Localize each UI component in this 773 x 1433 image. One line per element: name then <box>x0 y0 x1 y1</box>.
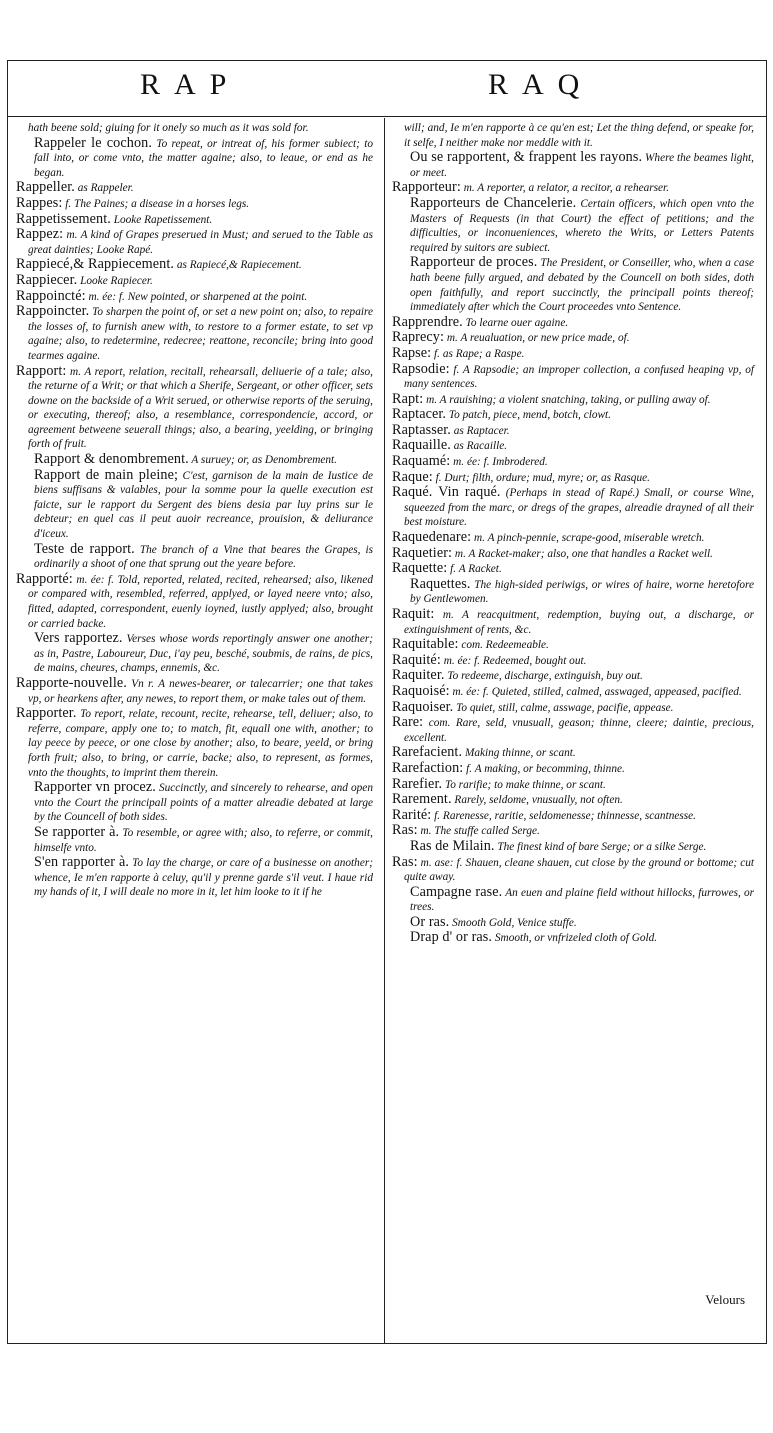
entry-headword: Rarité: <box>392 806 432 823</box>
entry-headword: Rarement. <box>392 791 452 808</box>
entry-definition: To report, relate, recount, recite, rehearse, tell, deliuer; also, to referre, compare, apply one to; to match, fit, equall one with, another; to lay peece by peece, or one close by another; also, to beare, yeeld, or bring forth fruit; also, to bring, or carrie, backe; also, to represent, as formes, vnto the thoughts, to imprint them therein. <box>28 708 373 779</box>
dictionary-entry <box>16 120 373 136</box>
entry-headword: Rappiecé,& Rappiecement. <box>16 256 175 273</box>
entry-definition: f. A making, or becomming, thinne. <box>463 762 625 775</box>
entry-headword: Se rapporter à. <box>34 823 120 840</box>
entry-definition: Smooth, or vnfrizeled cloth of Gold. <box>492 932 658 945</box>
entry-definition: f. Rarenesse, raritie, seldomenesse; thinnesse, scantnesse. <box>431 809 697 822</box>
dictionary-entry <box>392 315 754 331</box>
dictionary-entry <box>16 825 373 855</box>
entry-definition: as Raptacer. <box>450 424 510 437</box>
entry-headword: Vers rapportez. <box>34 630 123 647</box>
entry-definition: m. ée: f. Redeemed, bought out. <box>440 654 587 667</box>
entry-headword: Rarefaction: <box>392 759 464 776</box>
dictionary-entry <box>16 364 373 453</box>
entry-definition: Certain officers, which open vnto the Masters of Requests (in that Court) the effect of petitions; and the difficulties, or inconueniences, whereto the Writs, or Letters Patents required by suitors are subiect. <box>410 197 754 254</box>
dictionary-entry <box>16 273 373 289</box>
entry-headword: Ras: <box>392 822 418 839</box>
entry-definition: Rarely, seldome, vnusually, not often. <box>451 794 623 807</box>
entry-definition: as Racaille. <box>450 440 508 453</box>
entry-definition: Making thinne, or scant. <box>462 747 576 760</box>
dictionary-entry <box>392 470 754 486</box>
entry-definition: f. A Racket. <box>447 563 502 576</box>
entry-headword: Raquettes. <box>410 575 471 592</box>
dictionary-entry <box>392 823 754 839</box>
entry-definition: Looke Rapetissement. <box>110 213 213 226</box>
entry-headword: Raptacer. <box>392 406 447 423</box>
dictionary-entry <box>16 706 373 780</box>
entry-headword: Campagne rase. <box>410 883 503 900</box>
entry-headword: Raque: <box>392 468 433 485</box>
dictionary-entry <box>392 392 754 408</box>
dictionary-entry <box>392 485 754 530</box>
dictionary-entry <box>16 257 373 273</box>
entry-headword: Rapporteurs de Chancelerie. <box>410 194 577 211</box>
dictionary-entry <box>392 885 754 915</box>
entry-headword: Raquiter. <box>392 667 445 684</box>
entry-definition: hath beene sold; giuing for it onely so much as it was sold for. <box>28 122 309 134</box>
entry-headword: Rapport: <box>16 362 67 379</box>
dictionary-entry <box>392 150 754 180</box>
entry-definition: To redeeme, discharge, extinguish, buy out. <box>444 670 643 683</box>
entry-definition: m. A reualuation, or new price made, of. <box>444 332 630 345</box>
entry-headword: Rapt: <box>392 390 424 407</box>
dictionary-entry <box>392 546 754 562</box>
dictionary-entry <box>16 136 373 181</box>
dictionary-entry <box>392 346 754 362</box>
entry-definition: To resemble, or agree with; also, to referre, or commit, himselfe vnto. <box>34 826 373 854</box>
entry-headword: Raquitable: <box>392 636 459 653</box>
entry-headword: Raquoiser. <box>392 698 454 715</box>
entry-definition: as Rappeler. <box>74 182 134 195</box>
entry-headword: Or ras. <box>410 913 450 930</box>
dictionary-entry <box>392 715 754 745</box>
running-head-left: RAP <box>140 68 241 101</box>
dictionary-entry <box>392 777 754 793</box>
entry-headword: Raquette: <box>392 560 448 577</box>
entry-definition: Where the beames light, or meet. <box>410 152 754 179</box>
entry-headword: Ras de Milain. <box>410 837 495 854</box>
entry-definition: To sharpen the point of, or set a new point on; also, to repaire the losses of, to furnish anew with, to restore to a former estate, to set vp againe; also, to redetermine, redecree; reattone, reconcile; bring into good tearmes againe. <box>28 306 373 362</box>
dictionary-entry <box>16 631 373 676</box>
entry-definition: m. ée: f. Told, reported, related, recited, rehearsed; also, likened or compared with, resembled, referred, applyed, or layed neere vnto; also, fitted, adapted, correspondent, euenly ioyned, iustly applyed; also, brought or carried backe. <box>28 573 373 630</box>
dictionary-entry <box>16 542 373 572</box>
entry-definition: A suruey; or, as Denombrement. <box>188 454 337 467</box>
entry-headword: Rappiecer. <box>16 271 78 288</box>
dictionary-entry <box>16 212 373 228</box>
entry-headword: Rappez: <box>16 226 64 243</box>
dictionary-entry <box>392 607 754 637</box>
entry-definition: m. ée: f. New pointed, or sharpened at the point. <box>85 290 308 303</box>
dictionary-entry <box>392 792 754 808</box>
entry-definition: The branch of a Vine that beares the Grapes, is ordinarily a shoot of one that sprung out the yeare before. <box>34 543 374 571</box>
entry-headword: Raquamé: <box>392 453 451 470</box>
entry-headword: Rarefacient. <box>392 744 463 761</box>
dictionary-entry <box>392 745 754 761</box>
entry-headword: Raqué. Vin raqué. <box>392 484 501 501</box>
dictionary-entry <box>16 452 373 468</box>
dictionary-entry <box>16 572 373 631</box>
entry-headword: Drap d' or ras. <box>410 929 493 946</box>
entry-definition: m. A kind of Grapes preserued in Must; and serued to the Table as great dainties; Looke Rapé. <box>28 229 373 256</box>
dictionary-entry <box>392 454 754 470</box>
entry-headword: Raquedenare: <box>392 529 472 546</box>
entry-definition: f. Durt; filth, ordure; mud, myre; or, as Rasque. <box>432 471 650 484</box>
entry-definition: com. Rare, seld, vnusuall, geason; thinne, cleere; daintie, precious, excellent. <box>404 717 754 744</box>
entry-definition: Looke Rapiecer. <box>77 274 153 287</box>
entry-headword: Rapport de main pleine; <box>34 466 179 483</box>
entry-definition: m. ase: f. Shauen, cleane shauen, cut close by the ground or bottome; cut quite away. <box>404 856 754 884</box>
entry-headword: Rarefier. <box>392 775 443 792</box>
left-column <box>16 120 373 900</box>
dictionary-entry <box>392 684 754 700</box>
entry-headword: Ou se rapportent, & frappent les rayons. <box>410 149 643 166</box>
entry-definition: To quiet, still, calme, asswage, pacifie, appease. <box>453 701 674 714</box>
entry-headword: Rapprendre. <box>392 313 463 330</box>
entry-definition: m. A reporter, a relator, a recitor, a rehearser. <box>460 182 670 195</box>
entry-definition: The high-sided periwigs, or wires of haire, worne heretofore by Gentlewomen. <box>410 578 754 606</box>
entry-definition: (Perhaps in stead of Rapé.) Small, or course Wine, squeezed from the marc, or dregs of the grapes, alreadie drayned of all their best moisture. <box>404 487 754 529</box>
dictionary-entry <box>392 808 754 824</box>
entry-headword: Rapporteur de proces. <box>410 254 538 271</box>
dictionary-entry <box>392 561 754 577</box>
right-column <box>392 120 754 946</box>
entry-headword: Rapporté: <box>16 570 73 587</box>
entry-headword: Raquoisé: <box>392 682 450 699</box>
header-rule <box>7 116 767 117</box>
entry-definition: m. The stuffe called Serge. <box>417 825 540 838</box>
entry-headword: Rapporteur: <box>392 179 461 196</box>
dictionary-entry <box>392 530 754 546</box>
entry-definition: The finest kind of bare Serge; or a silke Serge. <box>494 840 707 853</box>
entry-definition: To learne ouer againe. <box>462 316 569 329</box>
dictionary-entry <box>392 700 754 716</box>
dictionary-entry <box>392 839 754 855</box>
entry-headword: Rapsodie: <box>392 360 450 377</box>
dictionary-entry <box>16 304 373 363</box>
entry-definition: To repeat, or intreat of, his former subiect; to fall into, or come vnto, the matter againe; also, to leaue, or end as he began. <box>34 137 373 179</box>
dictionary-entry <box>392 930 754 946</box>
entry-definition: m. A rauishing; a violent snatching, taking, or pulling away of. <box>423 393 711 406</box>
entry-headword: Rappetissement. <box>16 210 111 227</box>
dictionary-entry <box>16 780 373 825</box>
entry-headword: Raptasser. <box>392 421 451 438</box>
entry-headword: Rappes: <box>16 194 63 211</box>
entry-definition: will; and, Ie m'en rapporte à ce qu'en est; Let the thing defend, or speake for, it selfe, I neither make nor meddle with it. <box>404 122 754 149</box>
entry-definition: f. A Rapsodie; an improper collection, a confused heaping vp, of many sentences. <box>404 363 754 391</box>
dictionary-entry <box>392 362 754 392</box>
column-divider <box>384 118 385 1344</box>
dictionary-entry <box>392 637 754 653</box>
dictionary-entry <box>16 180 373 196</box>
dictionary-entry <box>392 423 754 439</box>
entry-definition: Verses whose words reportingly answer one another; as in, Pastre, Laboureur, Duc, i'ay peu, besché, soubmis, de rains, de pics, de mains, cheures, champs, ennemis, &c. <box>34 633 373 675</box>
entry-definition: com. Redeemeable. <box>458 639 549 652</box>
dictionary-entry <box>392 196 754 255</box>
entry-headword: Raquaille. <box>392 437 451 454</box>
dictionary-entry <box>16 289 373 305</box>
entry-definition: m. A Racket-maker; also, one that handles a Racket well. <box>452 547 714 560</box>
entry-headword: Rappoincter. <box>16 303 90 320</box>
entry-definition: as Rapiecé,& Rapiecement. <box>174 259 302 272</box>
entry-headword: Ras: <box>392 853 418 870</box>
entry-definition: m. ée: f. Quieted, stilled, calmed, asswaged, appeased, pacified. <box>449 685 742 698</box>
entry-headword: Raquetier: <box>392 544 453 561</box>
dictionary-entry <box>16 227 373 257</box>
entry-headword: Rapse: <box>392 344 432 361</box>
entry-definition: f. as Rape; a Raspe. <box>431 347 525 360</box>
entry-headword: Rappoincté: <box>16 287 86 304</box>
entry-definition: m. A report, relation, recitall, rehearsall, deliuerie of a tale; also, the returne of a Writ; or that which a Sherife, Sergeant, or other officer, sets downe on the backside of a Writ serued, or otherwise reports of the seruing, or executing, thereof; also, a resemblance, correspondencie, accord, or agreement betweene seuerall things; also, a bearing, yeelding, or bringing forth of fruit. <box>28 365 373 451</box>
dictionary-entry <box>392 761 754 777</box>
dictionary-entry <box>16 196 373 212</box>
entry-headword: Rappeller. <box>16 179 75 196</box>
dictionary-entry <box>392 180 754 196</box>
entry-definition: An euen and plaine field without hillocks, furrowes, or trees. <box>410 886 754 914</box>
entry-headword: Teste de rapport. <box>34 540 135 557</box>
entry-headword: Rapport & denombrement. <box>34 451 189 468</box>
entry-headword: Raquit: <box>392 606 435 622</box>
dictionary-entry <box>392 577 754 607</box>
entry-headword: Rapporte-nouvelle. <box>16 674 127 691</box>
entry-definition: To rarifie; to make thinne, or scant. <box>442 778 606 791</box>
dictionary-entry <box>392 330 754 346</box>
entry-headword: Raprecy: <box>392 329 445 346</box>
entry-definition: m. A pinch-pennie, scrape-good, miserable wretch. <box>471 532 705 545</box>
catchword: Velours <box>705 1292 745 1307</box>
entry-definition: The President, or Conseiller, who, when a case hath beene fully argued, and debated by the Councell on both sides, doth open faithfully, and report succinctly, the principall points thereof; immediately after which the Court proceedes vnto Sentence. <box>410 257 754 314</box>
dictionary-entry <box>392 407 754 423</box>
entry-headword: Rapporter vn procez. <box>34 779 156 796</box>
dictionary-entry <box>392 915 754 931</box>
dictionary-entry <box>392 653 754 669</box>
entry-definition: f. The Paines; a disease in a horses legs. <box>62 197 250 210</box>
entry-headword: Rappeler le cochon. <box>34 134 152 151</box>
dictionary-entry <box>392 668 754 684</box>
entry-definition: m. ée: f. Imbrodered. <box>450 456 548 469</box>
entry-headword: Rapporter. <box>16 705 77 722</box>
dictionary-entry <box>16 676 373 706</box>
entry-definition: To patch, piece, mend, botch, clowt. <box>446 409 612 422</box>
dictionary-entry <box>392 438 754 454</box>
running-head-right: RAQ <box>488 68 594 101</box>
entry-definition: To lay the charge, or care of a businesse on another; whence, Ie m'en rapporte à celuy, qu'il y prenne garde s'il veut. I haue rid my hands of it, I will deale no more in it, let him looke to it if he <box>34 857 373 899</box>
dictionary-entry <box>392 855 754 885</box>
entry-definition: C'est, garnison de la main de Iustice de biens suffisans & valables, pour la somme pour la quelle execution est faicte, sur le rapport du Sergent des biens desia par luy prins sur le debteur; en quel cas il peut auoir recreance, prouision, & deliurance d'iceux. <box>34 469 374 541</box>
dictionary-entry <box>392 120 754 150</box>
entry-headword: Raquité: <box>392 651 441 668</box>
entry-definition: Vn r. A newes-bearer, or talecarrier; one that takes vp, or hearkens after, any newes, to report them, or make tales out of them. <box>28 677 373 705</box>
entry-headword: Rare: <box>392 714 424 731</box>
dictionary-entry <box>392 255 754 314</box>
dictionary-entry <box>16 855 373 900</box>
entry-definition: m. A reacquitment, redemption, buying out, a discharge, or extinguishment of rents, &c. <box>404 609 754 636</box>
entry-definition: Succinctly, and sincerely to rehearse, and open vnto the Court the principall points of a matter alreadie debated at large by the Councell of both sides. <box>34 782 373 824</box>
entry-headword: S'en rapporter à. <box>34 854 130 871</box>
dictionary-entry <box>16 468 373 542</box>
entry-definition: Smooth Gold, Venice stuffe. <box>449 916 577 929</box>
